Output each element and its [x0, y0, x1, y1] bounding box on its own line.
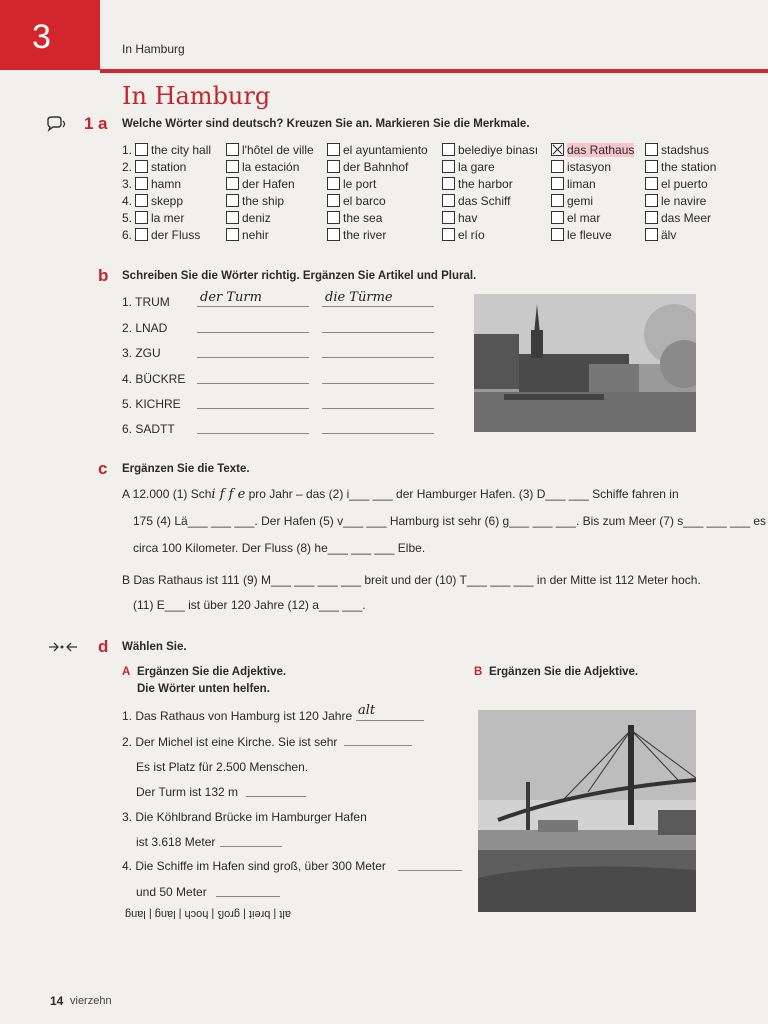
answer-line[interactable]: [322, 433, 434, 434]
split-arrows-icon: [48, 640, 78, 658]
checkbox[interactable]: [226, 177, 239, 190]
text-A-line-1: A 12.000 (1) Schi f f e pro Jahr – das (2) i___ ___ der Hamburger Hafen. (3) D___ ___ Schiffe fahren in: [122, 487, 679, 502]
answer-line[interactable]: [197, 306, 309, 307]
list-item[interactable]: el río: [442, 227, 538, 244]
checkbox[interactable]: [226, 211, 239, 224]
checkbox[interactable]: [135, 177, 148, 190]
answer-line[interactable]: [398, 870, 462, 871]
handwritten-answer: i f f e: [211, 487, 246, 502]
list-item[interactable]: das Rathaus: [551, 142, 634, 159]
page-number-word: vierzehn: [70, 995, 112, 1007]
list-item[interactable]: la mer: [135, 210, 211, 227]
checkbox[interactable]: [327, 194, 340, 207]
checkbox[interactable]: [645, 228, 658, 241]
checkbox[interactable]: [551, 177, 564, 190]
text-A-line-3: circa 100 Kilometer. Der Fluss (8) he___ ___ ___ Elbe.: [133, 541, 426, 555]
list-item[interactable]: skepp: [135, 193, 211, 210]
checkbox[interactable]: [442, 177, 455, 190]
exercise-letter-c: c: [98, 459, 108, 478]
checkbox[interactable]: [226, 143, 239, 156]
checkbox[interactable]: [442, 160, 455, 173]
list-item[interactable]: belediye binası: [442, 142, 538, 159]
column-6: [645, 142, 716, 244]
list-item[interactable]: la estación: [226, 159, 314, 176]
column-2: [226, 142, 314, 244]
column-4: [442, 142, 538, 244]
list-item[interactable]: hamn: [135, 176, 211, 193]
checkbox-checked[interactable]: [551, 143, 564, 156]
list-item[interactable]: der Hafen: [226, 176, 314, 193]
column-3: [327, 142, 428, 244]
checkbox[interactable]: [551, 228, 564, 241]
answer-line[interactable]: [197, 408, 309, 409]
sentence-4b: und 50 Meter: [136, 885, 207, 899]
answer-line[interactable]: [322, 383, 434, 384]
checkbox[interactable]: [226, 160, 239, 173]
list-item[interactable]: the sea: [327, 210, 428, 227]
sentence-2c: Der Turm ist 132 m: [136, 785, 239, 799]
text-A-line-2: 175 (4) Lä___ ___ ___. Der Hafen (5) v___ ___ Hamburg ist sehr (6) g___ ___ ___. Bis zum Meer (7) s___ ___ ___ es: [133, 514, 767, 528]
instruction-1d: Wählen Sie.: [122, 641, 187, 653]
answer-line[interactable]: [220, 846, 282, 847]
checkbox[interactable]: [645, 194, 658, 207]
checkbox[interactable]: [442, 211, 455, 224]
header-rule: [100, 69, 768, 73]
checkbox[interactable]: [551, 194, 564, 207]
list-item[interactable]: la gare: [442, 159, 538, 176]
checkbox[interactable]: [327, 211, 340, 224]
answer-line[interactable]: [322, 332, 434, 333]
list-item[interactable]: stadshus: [645, 142, 716, 159]
checkbox[interactable]: [226, 194, 239, 207]
list-item[interactable]: el barco: [327, 193, 428, 210]
checkbox[interactable]: [551, 160, 564, 173]
checkbox[interactable]: [327, 177, 340, 190]
list-item[interactable]: the ship: [226, 193, 314, 210]
list-item[interactable]: the harbor: [442, 176, 538, 193]
answer-line[interactable]: [322, 306, 434, 307]
answer-line[interactable]: [197, 383, 309, 384]
word-list-b: [122, 292, 442, 442]
column-1: [135, 142, 211, 244]
checkbox[interactable]: [442, 228, 455, 241]
checkbox[interactable]: [135, 228, 148, 241]
list-item[interactable]: the station: [645, 159, 716, 176]
checkbox[interactable]: [135, 160, 148, 173]
exercise-letter-b: b: [98, 266, 109, 285]
rathaus-photo: [474, 294, 696, 432]
option-B-instruction: Ergänzen Sie die Adjektive.: [489, 666, 639, 678]
speech-bubble-icon: [46, 116, 68, 137]
list-item[interactable]: el puerto: [645, 176, 716, 193]
sentence-3: 3. Die Köhlbrand Brücke im Hamburger Hafen: [122, 810, 367, 824]
instruction-1b: Schreiben Sie die Wörter richtig. Ergänzen Sie Artikel und Plural.: [122, 270, 477, 282]
option-A-instruction: Ergänzen Sie die Adjektive.: [137, 666, 287, 678]
sentence-3b: ist 3.618 Meter: [136, 835, 216, 849]
text-B-line-1: B Das Rathaus ist 111 (9) M___ ___ ___ ___ breit und der (10) T___ ___ ___ in der Mitte ist 112 Meter hoch.: [122, 573, 701, 587]
handwritten-answer: alt: [358, 703, 376, 718]
list-item[interactable]: the city hall: [135, 142, 211, 159]
instruction-1a: Welche Wörter sind deutsch? Kreuzen Sie an. Markieren Sie die Merkmale.: [122, 118, 530, 130]
list-item[interactable]: le fleuve: [551, 227, 634, 244]
list-item[interactable]: le port: [327, 176, 428, 193]
checkbox[interactable]: [645, 160, 658, 173]
instruction-1c: Ergänzen Sie die Texte.: [122, 463, 250, 475]
row-numbers: 1. 2. 3. 4. 5. 6.: [122, 143, 133, 242]
answer-line[interactable]: [322, 408, 434, 409]
list-item[interactable]: istasyon: [551, 159, 634, 176]
checkbox[interactable]: [645, 143, 658, 156]
list-item: 4. BÜCKRE: [122, 372, 186, 386]
checkbox[interactable]: [327, 160, 340, 173]
handwritten-answer: die Türme: [325, 290, 393, 305]
sentence-4: 4. Die Schiffe im Hafen sind groß, über 300 Meter: [122, 859, 386, 873]
list-item: 2. LNAD: [122, 321, 168, 335]
list-item[interactable]: l'hôtel de ville: [226, 142, 314, 159]
list-item[interactable]: el ayuntamiento: [327, 142, 428, 159]
exercise-letter-d: d: [98, 637, 109, 656]
checkbox[interactable]: [442, 194, 455, 207]
page-title: In Hamburg: [122, 82, 271, 110]
checkbox[interactable]: [645, 177, 658, 190]
list-item[interactable]: das Meer: [645, 210, 716, 227]
checkbox[interactable]: [551, 211, 564, 224]
checkbox[interactable]: [645, 211, 658, 224]
checkbox[interactable]: [135, 143, 148, 156]
list-item[interactable]: the river: [327, 227, 428, 244]
list-item[interactable]: station: [135, 159, 211, 176]
sentence-2b: Es ist Platz für 2.500 Menschen.: [136, 760, 309, 774]
checkbox[interactable]: [327, 143, 340, 156]
word-bank: alt | breit | groß | hoch | lang | lang: [125, 908, 291, 920]
answer-line[interactable]: [322, 357, 434, 358]
list-item[interactable]: der Bahnhof: [327, 159, 428, 176]
answer-line[interactable]: [344, 745, 412, 746]
text-B-line-2: (11) E___ ist über 120 Jahre (12) a___ ___.: [133, 598, 366, 612]
chapter-number: 3: [32, 18, 51, 56]
list-item[interactable]: der Fluss: [135, 227, 211, 244]
checkbox[interactable]: [135, 211, 148, 224]
running-title: In Hamburg: [122, 42, 185, 56]
list-item[interactable]: nehir: [226, 227, 314, 244]
checkbox[interactable]: [226, 228, 239, 241]
column-5: [551, 142, 634, 244]
list-item[interactable]: liman: [551, 176, 634, 193]
list-item[interactable]: das Schiff: [442, 193, 538, 210]
list-item[interactable]: deniz: [226, 210, 314, 227]
list-item[interactable]: hav: [442, 210, 538, 227]
option-A-instruction-2: Die Wörter unten helfen.: [137, 683, 270, 695]
answer-line[interactable]: [216, 896, 280, 897]
option-A-letter: A: [122, 666, 131, 678]
exercise-number: 1: [84, 114, 94, 133]
answer-line[interactable]: [246, 796, 306, 797]
list-item[interactable]: el mar: [551, 210, 634, 227]
checkbox[interactable]: [442, 143, 455, 156]
answer-line[interactable]: [197, 357, 309, 358]
list-item[interactable]: älv: [645, 227, 716, 244]
page-number: 14: [50, 994, 64, 1008]
answer-line[interactable]: [197, 332, 309, 333]
list-item: 6. SADTT: [122, 422, 175, 436]
handwritten-answer: der Turm: [200, 290, 262, 305]
answer-line[interactable]: [197, 433, 309, 434]
sentence-1: 1. Das Rathaus von Hamburg ist 120 Jahre: [122, 709, 353, 723]
list-item[interactable]: gemi: [551, 193, 634, 210]
list-item: 1. TRUM: [122, 295, 170, 309]
list-item: 5. KICHRE: [122, 397, 181, 411]
sentence-2: 2. Der Michel ist eine Kirche. Sie ist sehr: [122, 735, 338, 749]
checkbox[interactable]: [327, 228, 340, 241]
list-item: 3. ZGU: [122, 346, 161, 360]
list-item[interactable]: le navire: [645, 193, 716, 210]
bridge-photo: [478, 710, 696, 912]
answer-line[interactable]: [356, 720, 424, 721]
exercise-letter-a: a: [98, 114, 108, 133]
checkbox[interactable]: [135, 194, 148, 207]
option-B-letter: B: [474, 666, 483, 678]
